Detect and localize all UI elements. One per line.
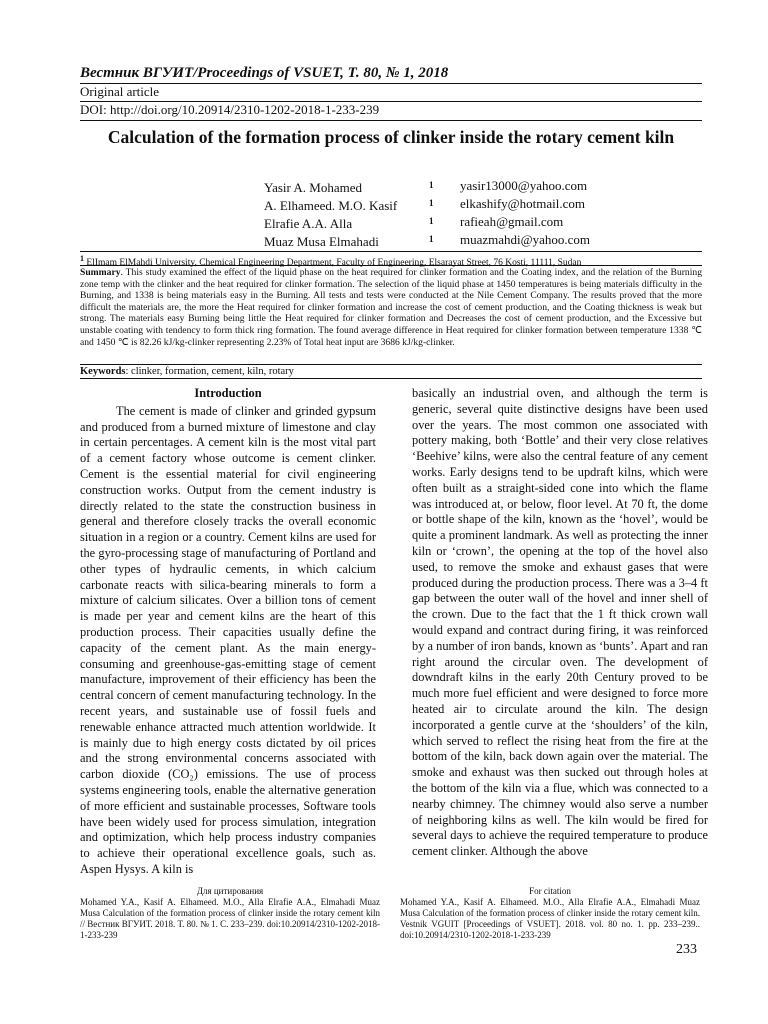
affiliation-mark: 1 [80,254,84,263]
body-paragraph: basically an industrial oven, and although the term is generic, several quite distinctive designs have been used over the years. The most common one associated with pottery making, both ‘Bottle’ and their very close relatives ‘Beehive’ kilns, were also the central feature of any cement works. Early designs tend to be updraft kilns, which were often built as a straight-sided cone into which the flame was introduced at, or below, floor level. At 70 ft, the dome or bottle shape of the kiln, known as the ‘hovel’, would be quite a prominent landmark. As well as protecting the inner kiln or ‘crown’, the opening at the top of the hovel also used, to remove the smoke and exhaust gases that were produced during the production process. There was a 3–4 ft gap between the outer wall of the hovel and inner shell of the crown. Due to the fact that the 1 ft thick crown wall would expand and contract during firing, it was reinforced by a number of iron bands, known as ‘bunts’. Apart and ran right around the circular oven. The development of downdraft kilns in the early 20th Century proved to be much more fuel efficient and were designed to force more heated air to circulate around the kiln. The design incorporated a gentle curve at the ‘shoulders’ of the kiln, which served to reflect the rising heat from the fire at the bottom of the kiln, back down again over the material. The smoke and exhaust was then sucked out through holes at the bottom of the kiln via a flue, which was connected to a nearby chimney. The chimney would also serve a number of neighboring kilns as well. The kiln would be fired for several days to achieve the required temperature to produce cement clinker. Although the above [412,386,708,859]
keywords [80,364,702,379]
abstract [80,265,702,348]
author-list [264,179,704,251]
author-email[interactable]: elkashify@hotmail.com [460,196,585,211]
journal-header: Вестник ВГУИТ/Proceedings of VSUET, Т. 80, № 1, 2018 [80,64,702,84]
keywords-text: : clinker, formation, cement, kiln, rotary [125,366,294,377]
author-row [264,233,704,251]
body-column-left [80,386,376,878]
citation-heading: Для цитирования [196,886,264,896]
keywords-label: Keywords [80,366,126,377]
doi-line[interactable]: DOI: http://doi.org/10.20914/2310-1202-2018-1-233-239 [80,102,702,121]
citation-heading: For citation [529,886,571,896]
author-name: Muaz Musa Elmahadi [264,234,379,249]
body-paragraph: The cement is made of clinker and grinded gypsum and produced from a burned mixture of limestone and clay in certain percentages. A cement kiln is the most vital part of a cement factory whose outcome is cement clinker. Cement is the essential material for civil engineering construction works. Output from the cement industry is directly related to the state the construction business in general and therefore closely tracks the overall economic situation in a region or a country. Cement kilns are used for the gyro-processing stage of manufacturing of Portland and other types of hydraulic cements, in which calcium carbonate reacts with silica-bearing minerals to form a mixture of calcium silicates. Over a billion tons of cement is made per year and cement kilns are the heart of this production process. Their capacities usually define the capacity of the cement plant. As the main energy-consuming and greenhouse-gas-emitting stage of cement manufacture, improvement of their efficiency has been the central concern of cement manufacturing technology. In the recent years, and sustainable use of fossil fuels and renewable enhance attracted much attention worldwide. It is mainly due to high energy costs dictated by oil prices and the strong environmental concerns associated with carbon dioxide (CO₂) emissions. The use of process systems engineering tools, enable the alternative generation of more efficient and sustainable processes, Software tools have been widely used for process simulation, integration and optimization, which help process industry companies to achieve their operational excellence goals, such as. Aspen Hysys. A kiln is [80,403,376,876]
citation-text: Mohamed Y.A., Kasif A. Elhameed. M.O., Alla Elrafie A.A., Elmahadi Muaz Musa Calculation of the formation process of clinker inside the rotary cement kiln. Vestnik VGUIT [Proceedings of VSUET]. 2018. vol. 80 no. 1. pp. 233–239.. doi:10.20914/2310-1202-2018-1-233-239 [400,897,700,940]
affiliation-text: ElImam ElMahdi University, Chemical Engineering Department, Faculty of Engineering, Elsarayat Street, 76 Kosti, 11111, Sudan [86,258,582,269]
page-number: 233 [676,942,697,957]
author-affiliation-mark: 1 [429,198,434,208]
author-affiliation-mark: 1 [429,234,434,244]
author-email[interactable]: rafieah@gmail.com [460,214,564,229]
article-title: Calculation of the formation process of clinker inside the rotary cement kiln [107,127,675,147]
section-heading-introduction: Introduction [194,386,262,400]
body-column-right [412,386,708,860]
abstract-label: Summary [80,267,121,278]
author-email[interactable]: muazmahdi@yahoo.com [460,232,591,247]
citation-text: Mohamed Y.A., Kasif A. Elhameed. M.O., Alla Elrafie A.A., Elmahadi Muaz Musa Calculation of the formation process of clinker inside the rotary cement kiln // Вестник ВГУИТ. 2018. Т. 80. № 1. С. 233–239. doi:10.20914/2310-1202-2018-1-233-239 [80,897,380,940]
article-type: Original article [80,84,702,102]
citation-russian [80,886,380,941]
author-affiliation-mark: 1 [429,180,434,190]
author-name: Yasir A. Mohamed [264,180,362,195]
citation-english [400,886,700,941]
abstract-text: . This study examined the effect of the liquid phase on the heat required for clinker formation and the Coating index, and the relation of the Burning zone temp with the clinker and the heat required for clinker formation. The selection of the liquid phase at 1450 temperatures is being materials difficulty in the Burning, and 1338 is being materials easy in the Burning. All tests and tests were conducted at the Nile Cement Company. The results proved that the more difficult the materials are, the more the Heat required for clinker formation and increase the cost of cement production, and the Coating thickness is weak but strong. The materials easy Burning being little the Heat required for clinker formation and Decreases the cost of cement production, and the Excessive but unstable coating with tendency to form thick ring formation. The found average difference in Heat required for clinker formation between temperature 1338 ℃ and 1450 ℃ is 82.26 kJ/kg-clinker representing 2.23% of Total heat input are 3686 kJ/kg-clinker. [80,267,702,348]
author-name: Elrafie A.A. Alla [264,216,353,231]
author-affiliation-mark: 1 [429,216,434,226]
author-name: A. Elhameed. M.O. Kasif [264,198,398,213]
author-email[interactable]: yasir13000@yahoo.com [460,178,588,193]
